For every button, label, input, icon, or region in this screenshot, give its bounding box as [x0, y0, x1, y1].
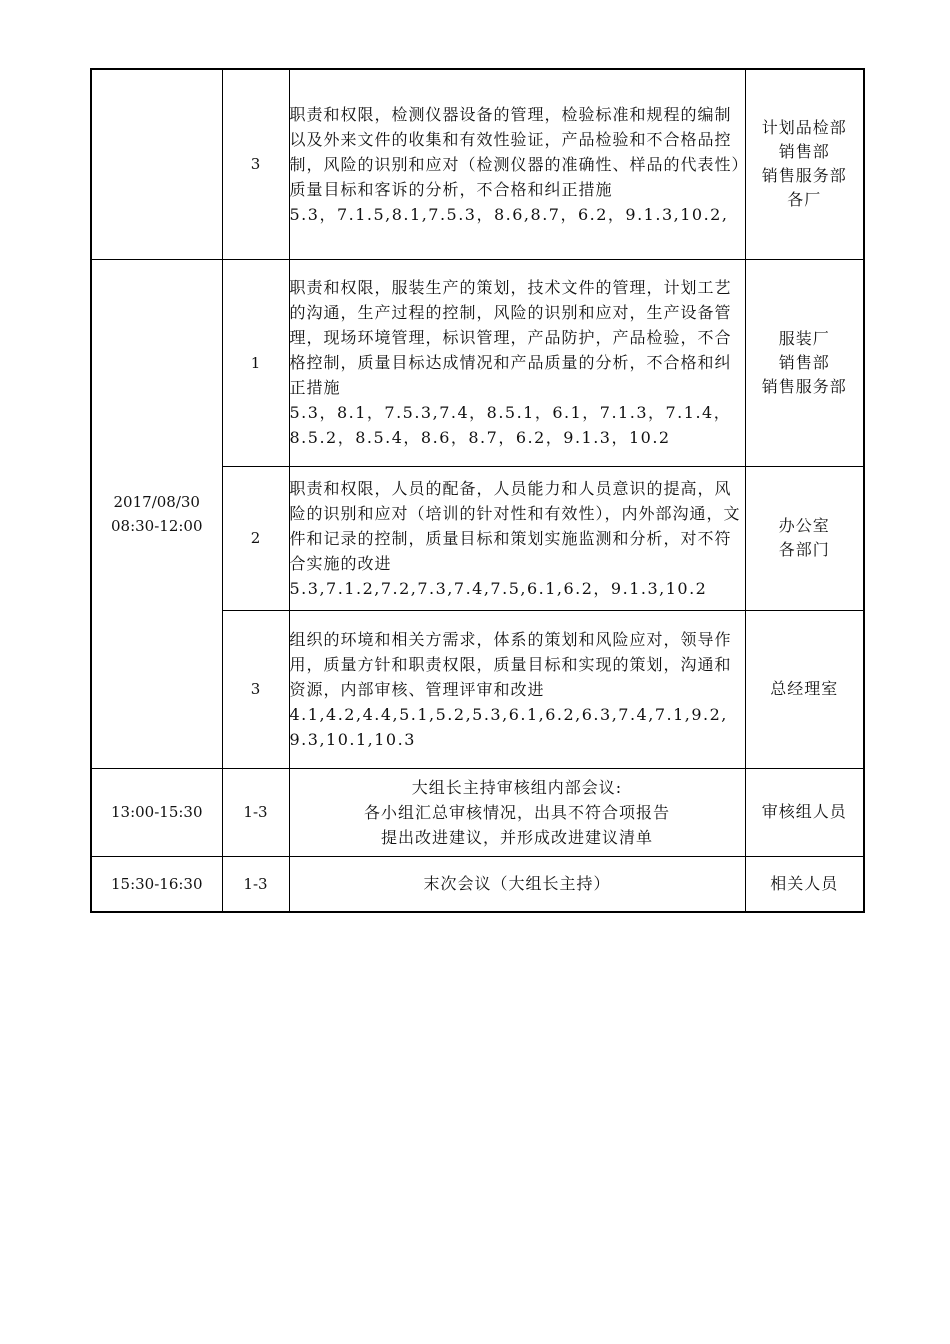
audit-content-cell [289, 610, 745, 768]
time-range: 08:30-12:00 [110, 516, 203, 535]
table-row [91, 259, 864, 466]
group-cell: 1-3 [222, 768, 289, 856]
department-name: 销售服务部 [761, 166, 847, 186]
audit-content-cell [289, 466, 745, 610]
department-name: 审核组人员 [761, 802, 847, 821]
department-name: 办公室 [778, 516, 830, 535]
department-name: 服装厂 [778, 328, 830, 348]
department-name: 各部门 [778, 540, 830, 559]
audit-content-cell [289, 69, 745, 259]
meeting-content-line: 各小组汇总审核情况，出具不符合项报告 [363, 802, 670, 822]
time-cell: 13:00-15:30 [91, 768, 222, 856]
meeting-content-line: 末次会议（大组长主持） [423, 874, 611, 894]
group-cell: 3 [222, 610, 289, 768]
department-cell [745, 466, 864, 610]
group-cell: 3 [222, 69, 289, 259]
audit-content-text: 职责和权限，服装生产的策划，技术文件的管理，计划工艺的沟通，生产过程的控制，风险的识别和应对，生产设备管理，现场环境管理，标识管理，产品防护，产品检验，不合格控制，质量目标达成情况和产品质量的分析，不合格和纠正措施 [289, 278, 732, 397]
audit-content-text: 职责和权限，检测仪器设备的管理，检验标准和规程的编制以及外来文件的收集和有效性验证，产品检验和不合格品控制，风险的识别和应对（检测仪器的准确性、样品的代表性）质量目标和客诉的分析，不合格和纠正措施 [289, 104, 741, 199]
department-cell [745, 259, 864, 466]
department-cell [745, 768, 864, 856]
clause-numbers: 4.1,4.2,4.4,5.1,5.2,5.3,6.1,6.2,6.3,7.4,7.1,9.2,9.3,10.1,10.3 [289, 704, 728, 749]
department-name: 计划品检部 [761, 118, 847, 138]
department-cell [745, 69, 864, 259]
department-name: 销售部 [778, 142, 830, 162]
table-row [91, 856, 864, 912]
audit-schedule-table [90, 68, 865, 913]
meeting-content-line: 大组长主持审核组内部会议: [411, 777, 623, 797]
department-cell [745, 610, 864, 768]
clause-numbers: 5.3，7.1.5,8.1,7.5.3，8.6,8.7，6.2，9.1.3,10.2, [289, 204, 729, 224]
department-name: 相关人员 [770, 873, 839, 893]
meeting-content-cell [289, 856, 745, 912]
table-row [91, 768, 864, 856]
department-name: 销售部 [778, 352, 830, 372]
meeting-content-line: 提出改进建议，并形成改进建议清单 [380, 827, 653, 847]
time-cell [91, 69, 222, 259]
department-name: 销售服务部 [761, 376, 847, 396]
audit-content-text: 职责和权限，人员的配备，人员能力和人员意识的提高，风险的识别和应对（培训的针对性和有效性），内外部沟通，文件和记录的控制，质量目标和策划实施监测和分析，对不符合实施的改进 [289, 478, 741, 573]
clause-numbers: 5.3，8.1，7.5.3,7.4，8.5.1，6.1，7.1.3，7.1.4，8.5.2，8.5.4，8.6，8.7，6.2，9.1.3，10.2 [289, 403, 732, 447]
clause-numbers: 5.3,7.1.2,7.2,7.3,7.4,7.5,6.1,6.2，9.1.3,10.2 [289, 578, 708, 598]
group-cell: 2 [222, 466, 289, 610]
department-name: 总经理室 [770, 679, 839, 698]
meeting-content-cell [289, 768, 745, 856]
audit-content-text: 组织的环境和相关方需求，体系的策划和风险应对，领导作用，质量方针和职责权限，质量目标和实现的策划，沟通和资源，内部审核、管理评审和改进 [289, 629, 732, 699]
department-cell [745, 856, 864, 912]
time-cell: 15:30-16:30 [91, 856, 222, 912]
group-cell: 1-3 [222, 856, 289, 912]
department-name: 各厂 [787, 190, 822, 210]
time-cell [91, 259, 222, 768]
group-cell: 1 [222, 259, 289, 466]
table-row [91, 69, 864, 259]
audit-content-cell [289, 259, 745, 466]
audit-date: 2017/08/30 [113, 492, 200, 511]
